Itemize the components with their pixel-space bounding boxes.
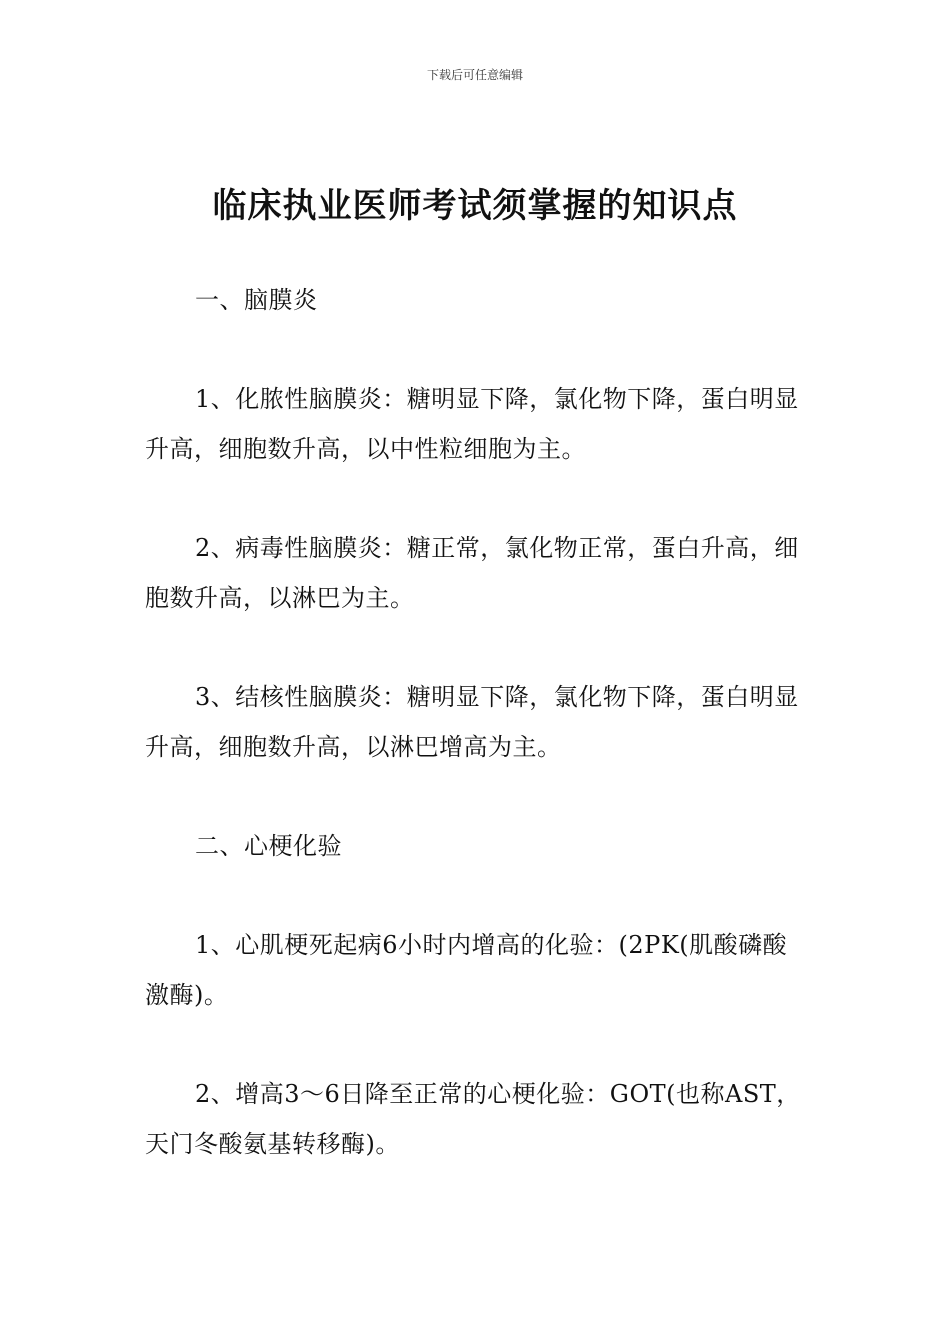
paragraph-purulent-meningitis: 1、化脓性脑膜炎：糖明显下降，氯化物下降，蛋白明显升高，细胞数升高，以中性粒细胞为主。 — [145, 385, 799, 463]
section-heading-mi-tests: 二、心梗化验 — [195, 832, 342, 860]
document-title: 临床执业医师考试须掌握的知识点 — [212, 186, 738, 226]
paragraph-viral-meningitis: 2、病毒性脑膜炎：糖正常，氯化物正常，蛋白升高，细胞数升高，以淋巴为主。 — [145, 534, 799, 612]
paragraph-mi-early-test: 1、心肌梗死起病6小时内增高的化验：(2PK(肌酸磷酸激酶)。 — [145, 931, 788, 1009]
section-heading-meningitis: 一、脑膜炎 — [195, 286, 318, 314]
paragraph-tuberculous-meningitis: 3、结核性脑膜炎：糖明显下降，氯化物下降，蛋白明显升高，细胞数升高，以淋巴增高为主。 — [145, 683, 799, 761]
paragraph-mi-got-test: 2、增高3～6日降至正常的心梗化验：GOT(也称AST，天门冬酸氨基转移酶)。 — [145, 1080, 801, 1158]
header-note: 下载后可任意编辑 — [426, 68, 523, 82]
